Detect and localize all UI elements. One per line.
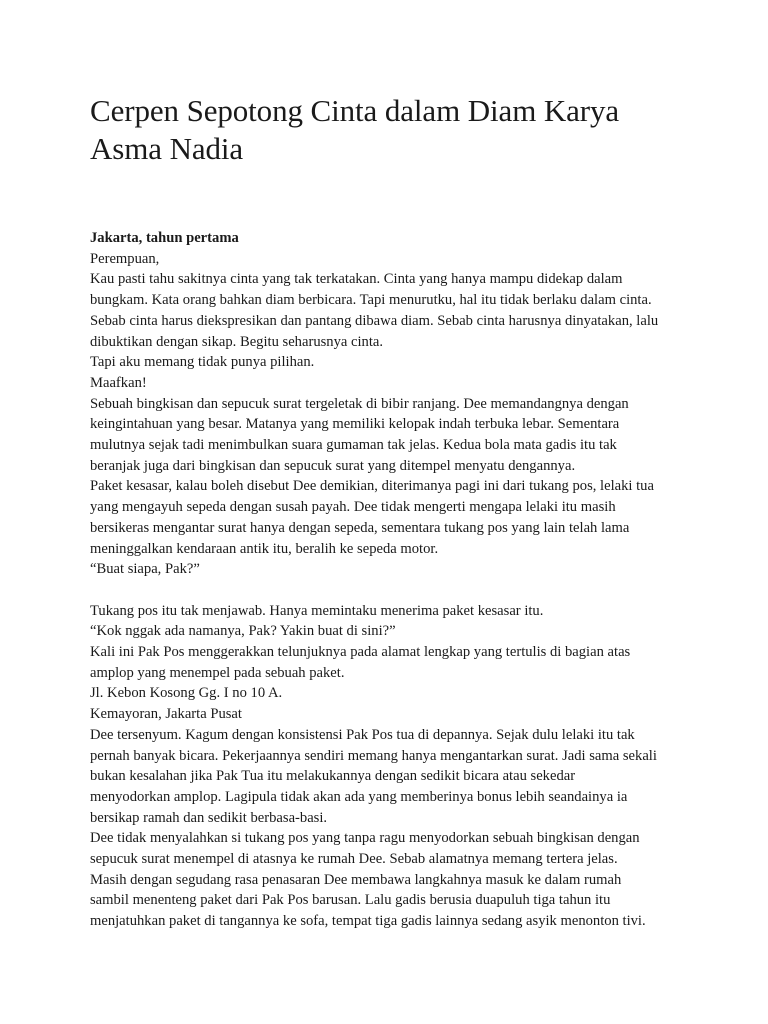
body-line: sambil menenteng paket dari Pak Pos barusan. Lalu gadis berusia duapuluh tiga tahun itu <box>90 892 611 909</box>
body-line: sepucuk surat menempel di atasnya ke rumah Dee. Sebab alamatnya memang tertera jelas. <box>90 851 618 868</box>
body-line: Maafkan! <box>90 374 147 391</box>
section-heading: Jakarta, tahun pertama <box>90 230 239 246</box>
document-body <box>90 228 720 932</box>
body-line: “Buat siapa, Pak?” <box>90 561 200 578</box>
body-line: Jl. Kebon Kosong Gg. I no 10 A. <box>90 685 283 702</box>
document-title <box>90 92 720 168</box>
body-line: bersikap ramah dan sedikit berbasa-basi. <box>90 809 328 826</box>
body-line: Kemayoran, Jakarta Pusat <box>90 706 242 723</box>
document-page <box>90 92 720 932</box>
body-line: meninggalkan kendaraan antik itu, beralih ke sepeda motor. <box>90 540 439 557</box>
title-line: Cerpen Sepotong Cinta dalam Diam Karya <box>90 93 620 128</box>
body-line: bersikeras mengantar surat hanya dengan sepeda, sementara tukang pos yang lain telah lama <box>90 519 630 536</box>
body-line: Tapi aku memang tidak punya pilihan. <box>90 354 315 371</box>
body-line: menyodorkan amplop. Lagipula tidak akan ada yang memberinya bonus lebih seandainya ia <box>90 788 628 805</box>
body-line: Dee tidak menyalahkan si tukang pos yang tanpa ragu menyodorkan sebuah bingkisan dengan <box>90 830 640 847</box>
body-line: Dee tersenyum. Kagum dengan konsistensi Pak Pos tua di depannya. Sejak dulu lelaki itu tak <box>90 726 635 743</box>
body-line: keingintahuan yang besar. Matanya yang memiliki kelopak indah terbuka lebar. Sementara <box>90 416 620 433</box>
body-line: Sebuah bingkisan dan sepucuk surat tergeletak di bibir ranjang. Dee memandangnya dengan <box>90 395 629 412</box>
body-line: beranjak juga dari bingkisan dan sepucuk surat yang ditempel menyatu dengannya. <box>90 457 576 474</box>
body-line: mulutnya sejak tadi menimbulkan suara gumaman tak jelas. Kedua bola mata gadis itu tak <box>90 437 617 454</box>
body-line: Perempuan, <box>90 250 160 267</box>
title-line: Asma Nadia <box>90 131 244 166</box>
body-line: bungkam. Kata orang bahkan diam berbicara. Tapi menurutku, hal itu tidak berlaku dalam cinta. <box>90 292 652 309</box>
body-line: Sebab cinta harus diekspresikan dan pantang dibawa diam. Sebab cinta harusnya dinyatakan, lalu <box>90 312 659 329</box>
body-line: Tukang pos itu tak menjawab. Hanya memintaku menerima paket kesasar itu. <box>90 602 544 619</box>
body-line: menjatuhkan paket di tangannya ke sofa, tempat tiga gadis lainnya sedang asyik menonton tivi. <box>90 913 646 930</box>
body-line: dibuktikan dengan sikap. Begitu seharusnya cinta. <box>90 333 384 350</box>
body-line: Kali ini Pak Pos menggerakkan telunjuknya pada alamat lengkap yang tertulis di bagian atas <box>90 644 631 661</box>
body-line: Kau pasti tahu sakitnya cinta yang tak terkatakan. Cinta yang hanya mampu didekap dalam <box>90 271 623 288</box>
body-line: “Kok nggak ada namanya, Pak? Yakin buat di sini?” <box>90 623 396 640</box>
body-line: yang mengayuh sepeda dengan susah payah. Dee tidak mengerti mengapa lelaki itu masih <box>90 499 616 516</box>
body-line: pernah banyak bicara. Pekerjaannya sendiri memang hanya mengantarkan surat. Jadi sama sekali <box>90 747 657 764</box>
body-line: bukan kesalahan jika Pak Tua itu melakukannya dengan sedikit bicara atau sekedar <box>90 768 576 785</box>
body-line: Paket kesasar, kalau boleh disebut Dee demikian, diterimanya pagi ini dari tukang pos, lelaki tua <box>90 478 654 495</box>
body-line <box>90 580 720 601</box>
body-line: Masih dengan segudang rasa penasaran Dee membawa langkahnya masuk ke dalam rumah <box>90 871 622 888</box>
body-line: amplop yang menempel pada sebuah paket. <box>90 664 345 681</box>
